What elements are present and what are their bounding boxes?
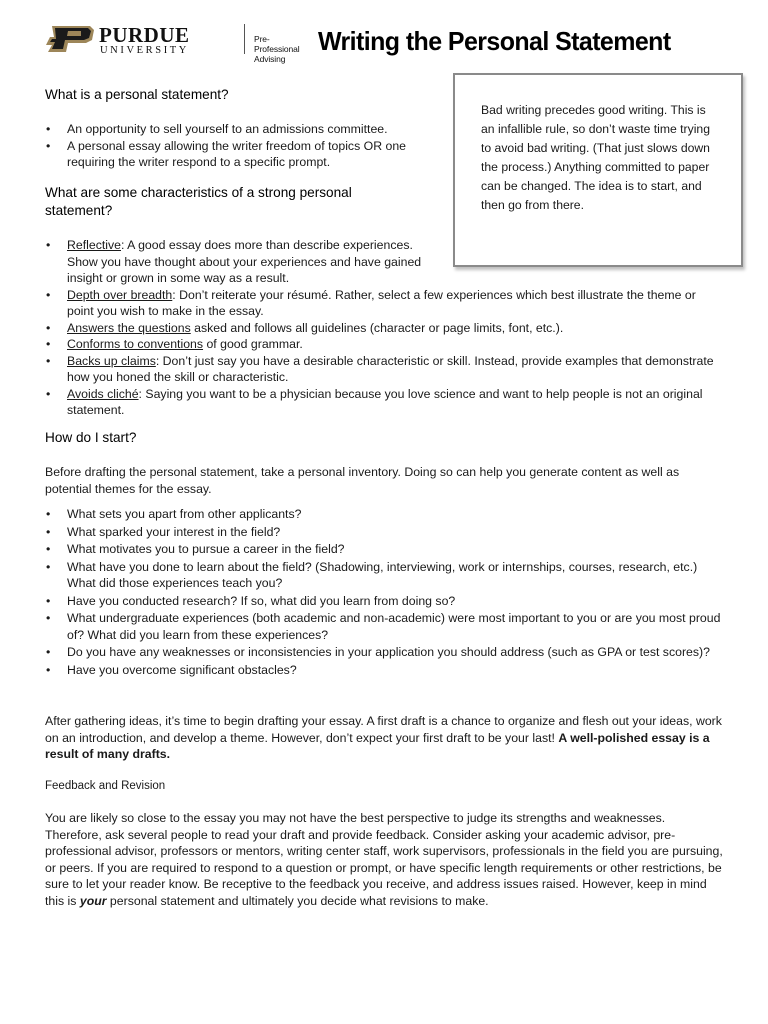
list-item	[45, 353, 725, 386]
list-item: • What sparked your interest in the field?	[45, 524, 725, 541]
list-item: • What undergraduate experiences (both academic and non-academic) were most important to you or are you most proud of? What did you learn from these experiences?	[45, 610, 725, 643]
logo-wordmark: PURDUE	[99, 23, 190, 47]
list-item	[45, 320, 725, 337]
list-item: • Have you conducted research? If so, what did you learn from doing so?	[45, 593, 725, 610]
section-heading-how-start: How do I start?	[45, 430, 137, 445]
logo-subtitle: UNIVERSITY	[100, 45, 189, 56]
list-item: • Have you overcome significant obstacles?	[45, 662, 725, 679]
feedback-text: You are likely so close to the essay you may not have the best perspective to judge its strengths and weaknesses. Therefore, ask several people to read your draft and provide feedback. Consider asking your academic advisor, pre-professional advisor, professors or mentors, writing center staff, work supervisors, professionals in the field you are pursuing, or peers. If you are required to respond to a question or prompt, or have specific length requirements or other restrictions, be sure to let your reader know. Be receptive to the feedback you receive, and address issues raised. However, keep in mind this is	[45, 811, 723, 908]
department-name: Pre-Professional Advising	[254, 34, 300, 64]
term: Backs up claims	[67, 353, 156, 368]
list-item: • Do you have any weaknesses or inconsistencies in your application you should address (such as GPA or test scores)?	[45, 644, 725, 661]
section-heading-what-is: What is a personal statement?	[45, 87, 229, 102]
section3-bullets	[45, 506, 725, 678]
list-item: • What motivates you to pursue a career in the field?	[45, 541, 725, 558]
term: Answers the questions	[67, 320, 191, 335]
quote-text: Bad writing precedes good writing. This is an infallible rule, so don’t waste time trying to avoid bad writing. (That just slows down the process.) Anything committed to paper can be changed. The idea is to start, and then go from there.	[481, 103, 710, 212]
term-description: of good grammar.	[203, 337, 303, 351]
term: Avoids cliché	[67, 386, 139, 401]
term-description: : A good essay does more than describe experiences. Show you have thought about your experiences and have gained insight or grown in some way as a result.	[67, 238, 422, 285]
list-item	[45, 386, 725, 419]
drafting-text: After gathering ideas, it’s time to begin drafting your essay. A first draft is a chance to organize and flesh out your ideas, work on an introduction, and develop a theme. However, don’t expect your first draft to be your last!	[45, 714, 722, 745]
feedback-text-end: personal statement and ultimately you decide what revisions to make.	[106, 893, 489, 908]
section-heading-feedback: Feedback and Revision	[45, 780, 166, 792]
term-description: : Don’t just say you have a desirable characteristic or skill. Instead, provide examples that demonstrate how you honed the skill or characteristic.	[67, 353, 714, 384]
drafting-paragraph	[45, 713, 725, 763]
list-item: • What sets you apart from other applicants?	[45, 506, 725, 523]
term: Conforms to conventions	[67, 337, 204, 351]
list-item: • An opportunity to sell yourself to an admissions committee.	[45, 121, 445, 138]
term-description: : Don’t reiterate your résumé. Rather, select a few experiences which best illustrate the theme or point you wish to make in the essay.	[67, 287, 696, 318]
section1-bullets	[45, 121, 445, 171]
section2-bullets	[45, 237, 725, 419]
term: Depth over breadth	[67, 287, 173, 302]
purdue-logo	[46, 23, 300, 64]
feedback-paragraph	[45, 810, 725, 909]
purdue-p-logo-icon	[46, 26, 94, 52]
list-item	[45, 336, 725, 353]
list-item: • What have you done to learn about the field? (Shadowing, interviewing, work or internships, courses, research, etc.) What did those experiences teach you?	[45, 559, 725, 592]
term: Reflective	[67, 238, 121, 252]
list-item	[45, 237, 437, 287]
drafting-emphasis: A well-polished essay is a result of many drafts.	[45, 730, 710, 761]
list-item	[45, 287, 725, 320]
section3-intro: Before drafting the personal statement, take a personal inventory. Doing so can help you generate content as well as potential themes for the essay.	[45, 465, 680, 496]
term-description: : Saying you want to be a physician because you love science and want to help people is not an original statement.	[67, 386, 703, 417]
term-description: asked and follows all guidelines (character or page limits, font, etc.).	[190, 320, 564, 335]
logo-divider	[244, 24, 245, 54]
feedback-emphasis: your	[79, 893, 107, 908]
document-title: Writing the Personal Statement	[318, 26, 671, 56]
section-heading-characteristics: What are some characteristics of a strong personal statement?	[45, 185, 352, 218]
list-item: • A personal essay allowing the writer freedom of topics OR one requiring the writer respond to a specific prompt.	[45, 138, 445, 171]
